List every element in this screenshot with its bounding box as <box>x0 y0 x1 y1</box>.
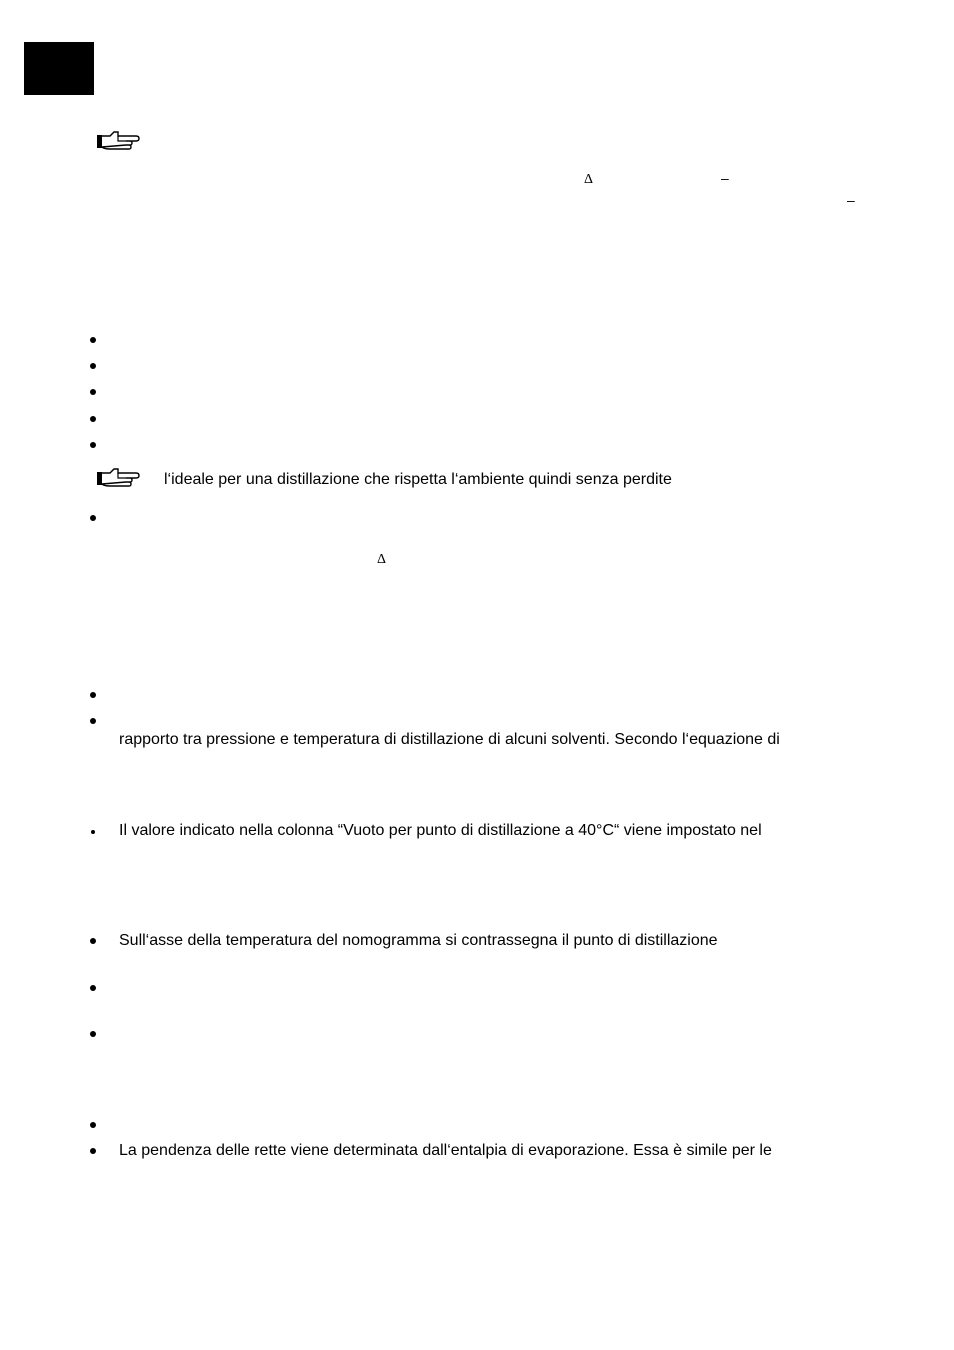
pointing-hand-icon <box>96 130 140 152</box>
paragraph-line: Il valore indicato nella colonna “Vuoto per punto di distillazione a 40°C“ viene impostato nel <box>119 822 762 839</box>
list-bullet <box>90 515 96 521</box>
dash-symbol: – <box>847 192 855 208</box>
pointing-hand-icon <box>96 467 140 489</box>
paragraph-line: La pendenza delle rette viene determinata dall‘entalpia di evaporazione. Essa è simile per le <box>119 1142 772 1159</box>
list-bullet <box>90 1148 96 1154</box>
paragraph-line: Sull‘asse della temperatura del nomogramma si contrassegna il punto di distillazione <box>119 932 718 949</box>
list-bullet <box>90 1122 96 1128</box>
list-bullet <box>90 1031 96 1037</box>
list-bullet <box>90 985 96 991</box>
dash-symbol: – <box>721 170 729 186</box>
paragraph-line: rapporto tra pressione e temperatura di distillazione di alcuni solventi. Secondo l‘equazione di <box>119 731 780 748</box>
list-bullet <box>90 416 96 422</box>
list-bullet <box>90 692 96 698</box>
list-bullet <box>90 718 96 724</box>
delta-symbol: Δ <box>377 552 387 567</box>
list-bullet <box>90 442 96 448</box>
list-bullet <box>90 337 96 343</box>
delta-symbol: Δ <box>584 172 594 187</box>
list-bullet <box>90 938 96 944</box>
list-bullet <box>90 363 96 369</box>
note-text: l‘ideale per una distillazione che rispetta l‘ambiente quindi senza perdite <box>164 471 672 488</box>
list-bullet <box>91 830 95 834</box>
list-bullet <box>90 389 96 395</box>
section-tab-marker <box>24 42 94 95</box>
